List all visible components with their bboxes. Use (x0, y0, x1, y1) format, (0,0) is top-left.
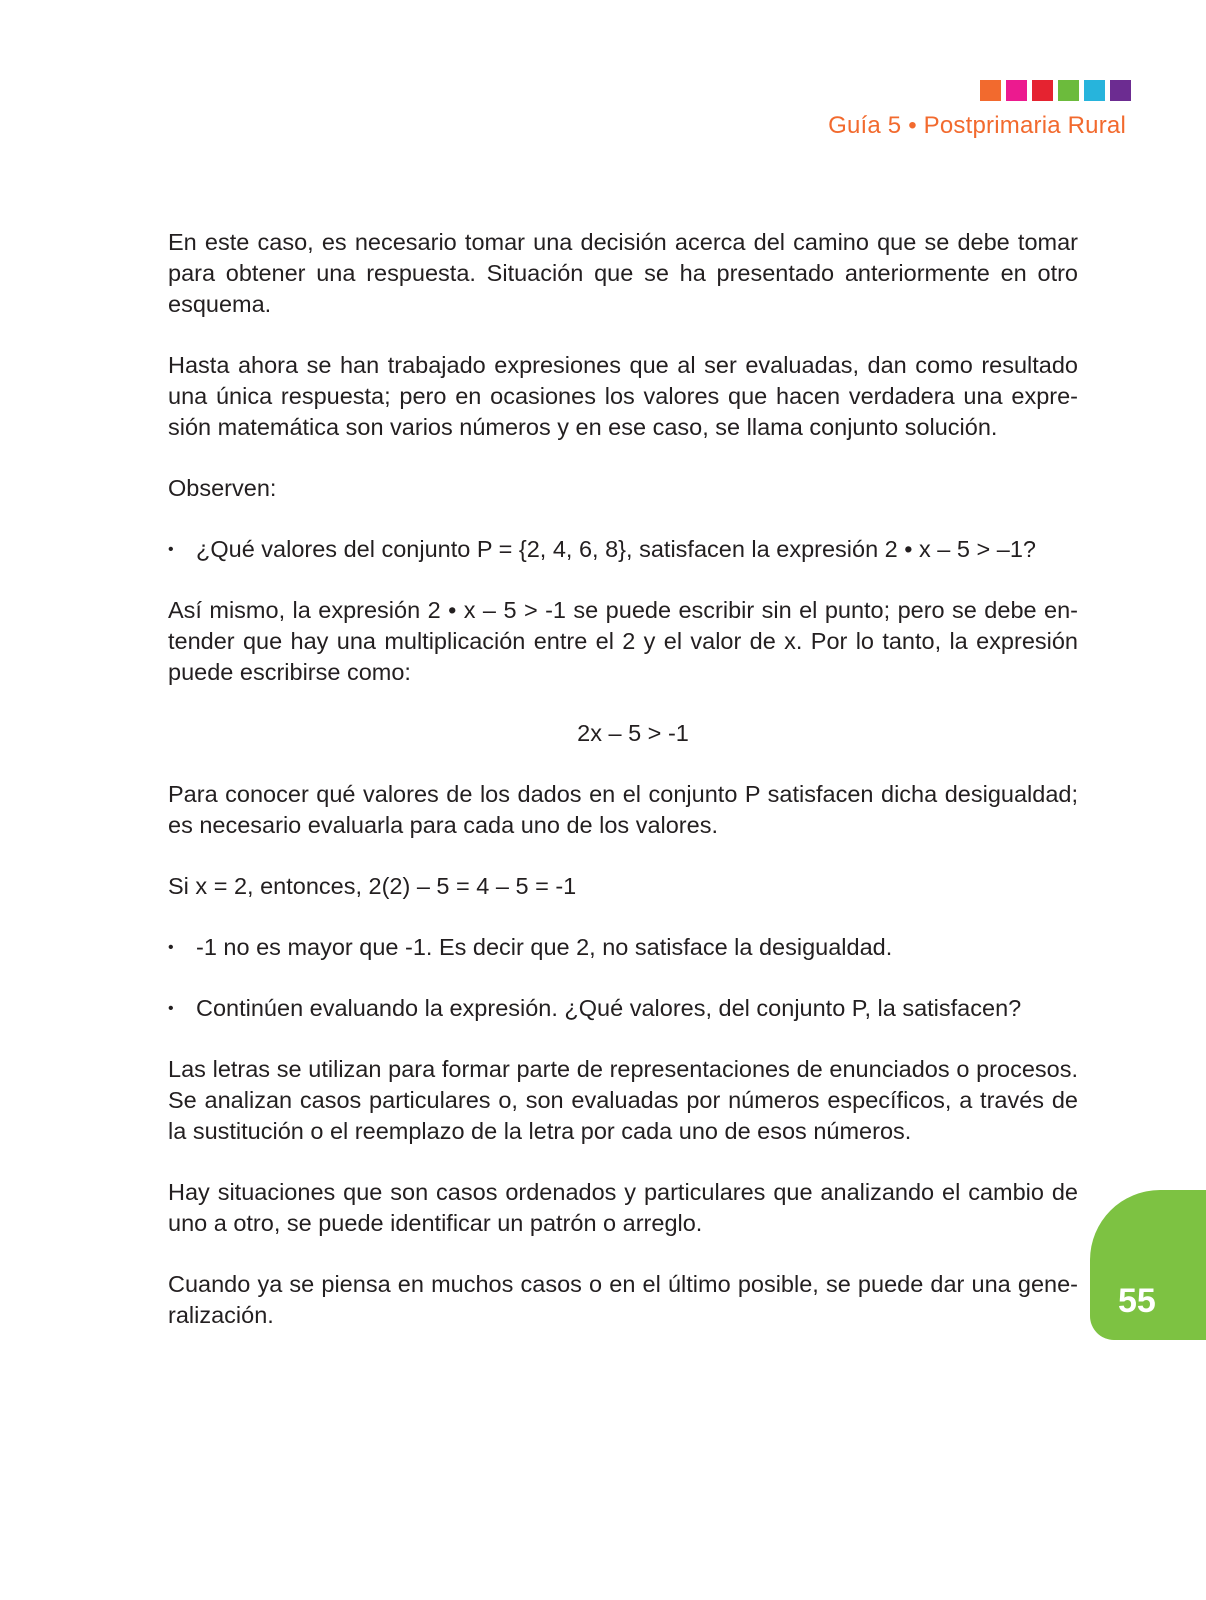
paragraph-4: Así mismo, la expresión 2 • x – 5 > -1 se puede escribir sin el punto; pero se debe en-tender que hay una multiplicación entre el 2 y el valor de x. Por lo tanto, la expresión puede escribirse como: (168, 597, 1078, 685)
bullet-item-1 (168, 534, 1078, 565)
bullet-text-1: ¿Qué valores del conjunto P = {2, 4, 6, 8}, satisfacen la expresión 2 • x – 5 > –1? (196, 536, 1036, 562)
color-square-purple (1110, 80, 1131, 101)
page-number: 55 (1118, 1282, 1156, 1320)
formula: 2x – 5 > -1 (577, 720, 689, 746)
bullet-item-2 (168, 932, 1078, 963)
paragraph-5: Para conocer qué valores de los dados en el conjunto P satisfacen dicha desigualdad; es necesario evaluarla para cada uno de los valores. (168, 781, 1078, 838)
paragraph-3: Observen: (168, 475, 277, 501)
paragraph-2: Hasta ahora se han trabajado expresiones que al ser evaluadas, dan como resultado una única respuesta; pero en ocasiones los valores que hacen verdadera una expre-sión matemática son varios números y en ese caso, se llama conjunto solución. (168, 352, 1078, 440)
page-body (168, 227, 1078, 1361)
color-square-orange (980, 80, 1001, 101)
color-square-red (1032, 80, 1053, 101)
paragraph-9: Cuando ya se piensa en muchos casos o en el último posible, se puede dar una gene-ralización. (168, 1271, 1078, 1328)
bullet-item-3 (168, 993, 1078, 1024)
bullet-text-2: -1 no es mayor que -1. Es decir que 2, no satisface la desigualdad. (196, 934, 893, 960)
bullet-marker: • (168, 1000, 174, 1017)
header-color-strip (980, 80, 1131, 101)
bullet-marker: • (168, 541, 174, 558)
paragraph-7: Las letras se utilizan para formar parte de representaciones de enunciados o procesos. Se analizan casos particulares o, son evaluadas por números específicos, a través de la sustitución o el reemplazo de la letra por cada uno de esos números. (168, 1056, 1078, 1144)
color-square-green (1058, 80, 1079, 101)
color-square-magenta (1006, 80, 1027, 101)
color-square-cyan (1084, 80, 1105, 101)
bullet-text-3: Continúen evaluando la expresión. ¿Qué valores, del conjunto P, la satisfacen? (196, 995, 1022, 1021)
paragraph-1: En este caso, es necesario tomar una decisión acerca del camino que se debe tomar para obtener una respuesta. Situación que se ha presentado anteriormente en otro esquema. (168, 229, 1078, 317)
running-header: Guía 5 • Postprimaria Rural (828, 112, 1126, 139)
paragraph-8: Hay situaciones que son casos ordenados y particulares que analizando el cambio de uno a otro, se puede identificar un patrón o arreglo. (168, 1179, 1078, 1236)
bullet-marker: • (168, 939, 174, 956)
paragraph-6: Si x = 2, entonces, 2(2) – 5 = 4 – 5 = -1 (168, 873, 577, 899)
